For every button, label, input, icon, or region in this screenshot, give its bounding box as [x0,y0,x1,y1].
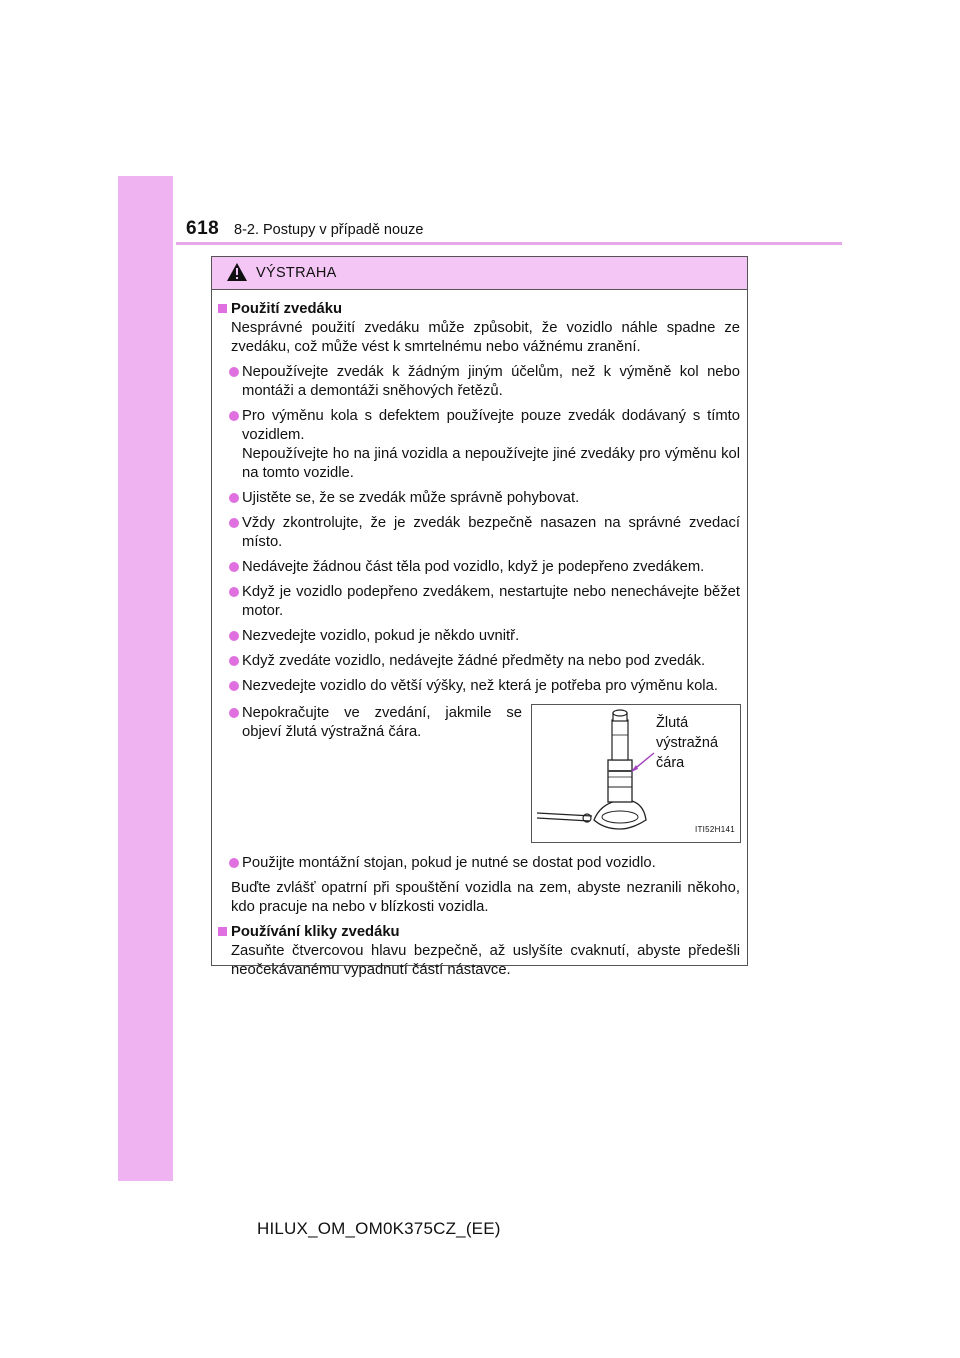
jack-warning-line-figure [531,704,741,843]
list-item: Nepokračujte ve zvedání, jakmile se objeví žlutá výstražná čára. [218,704,522,742]
list-item: Nezvedejte vozidlo do větší výšky, než která je potřeba pro výměnu kola. [218,677,740,696]
section-heading-jack-use: Použití zvedáku [218,300,740,319]
header-rule [176,242,842,245]
bullet-dot-icon [229,858,239,868]
bullet-dot-icon [229,656,239,666]
list-item: Nedávejte žádnou část těla pod vozidlo, když je podepřeno zvedákem. [218,558,740,577]
bullet-dot-icon [229,708,239,718]
warning-title: VÝSTRAHA [256,265,337,281]
page-number: 618 [186,218,220,239]
bullet-dot-icon [229,681,239,691]
bullet-dot-icon [229,587,239,597]
chapter-sidebar-tab [118,176,173,1181]
list-item: Použijte montážní stojan, pokud je nutné se dostat pod vozidlo. [218,854,740,873]
section-title: 8-2. Postupy v případě nouze [234,222,424,238]
bullet-dot-icon [229,631,239,641]
intro-paragraph: Nesprávné použití zvedáku může způsobit, že vozidlo náhle spadne ze zvedáku, což může vést k smrtelnému nebo vážnému zranění. [231,320,740,355]
square-bullet-icon [218,927,227,936]
list-item: Pro výměnu kola s defektem používejte pouze zvedák dodávaný s tímto vozidlem. Nepoužívejte ho na jiná vozidla a nepoužívejte jiné zvedáky pro výměnu kol na tomto vozidle. [218,407,740,483]
document-code-footer: HILUX_OM_OM0K375CZ_(EE) [257,1219,501,1238]
warning-body [212,290,747,980]
figure-callout-label: Žlutá výstražná čára [656,715,719,771]
bullet-dot-icon [229,493,239,503]
list-item: Vždy zkontrolujte, že je zvedák bezpečně nasazen na správné zvedací místo. [218,514,740,552]
square-bullet-icon [218,304,227,313]
list-item: Když zvedáte vozidlo, nedávejte žádné předměty na nebo pod zvedák. [218,652,740,671]
bullet-dot-icon [229,367,239,377]
list-item: Ujistěte se, že se zvedák může správně pohybovat. [218,489,740,508]
bullet-dot-icon [229,518,239,528]
warning-box [211,256,748,978]
section-heading-jack-handle: Používání kliky zvedáku [218,923,740,942]
figure-row [218,704,740,854]
bullet-dot-icon [229,411,239,421]
handle-paragraph: Zasuňte čtvercovou hlavu bezpečně, až uslyšíte cvaknutí, abyste předešli neočekávanému vypadnutí částí nástavce. [231,943,740,978]
list-item: Nepoužívejte zvedák k žádným jiným účelům, než k výměně kol nebo montáži a demontáži sněhových řetězů. [218,363,740,401]
list-item: Když je vozidlo podepřeno zvedákem, nestartujte nebo nenechávejte běžet motor. [218,583,740,621]
warning-triangle-icon [226,262,248,282]
caution-paragraph: Buďte zvlášť opatrní při spouštění vozidla na zem, abyste nezranili někoho, kdo pracuje na nebo v blízkosti vozidla. [231,880,740,915]
list-item: Nezvedejte vozidlo, pokud je někdo uvnitř. [218,627,740,646]
warning-header [212,257,747,290]
bullet-dot-icon [229,562,239,572]
figure-code: ITI52H141 [694,825,735,834]
